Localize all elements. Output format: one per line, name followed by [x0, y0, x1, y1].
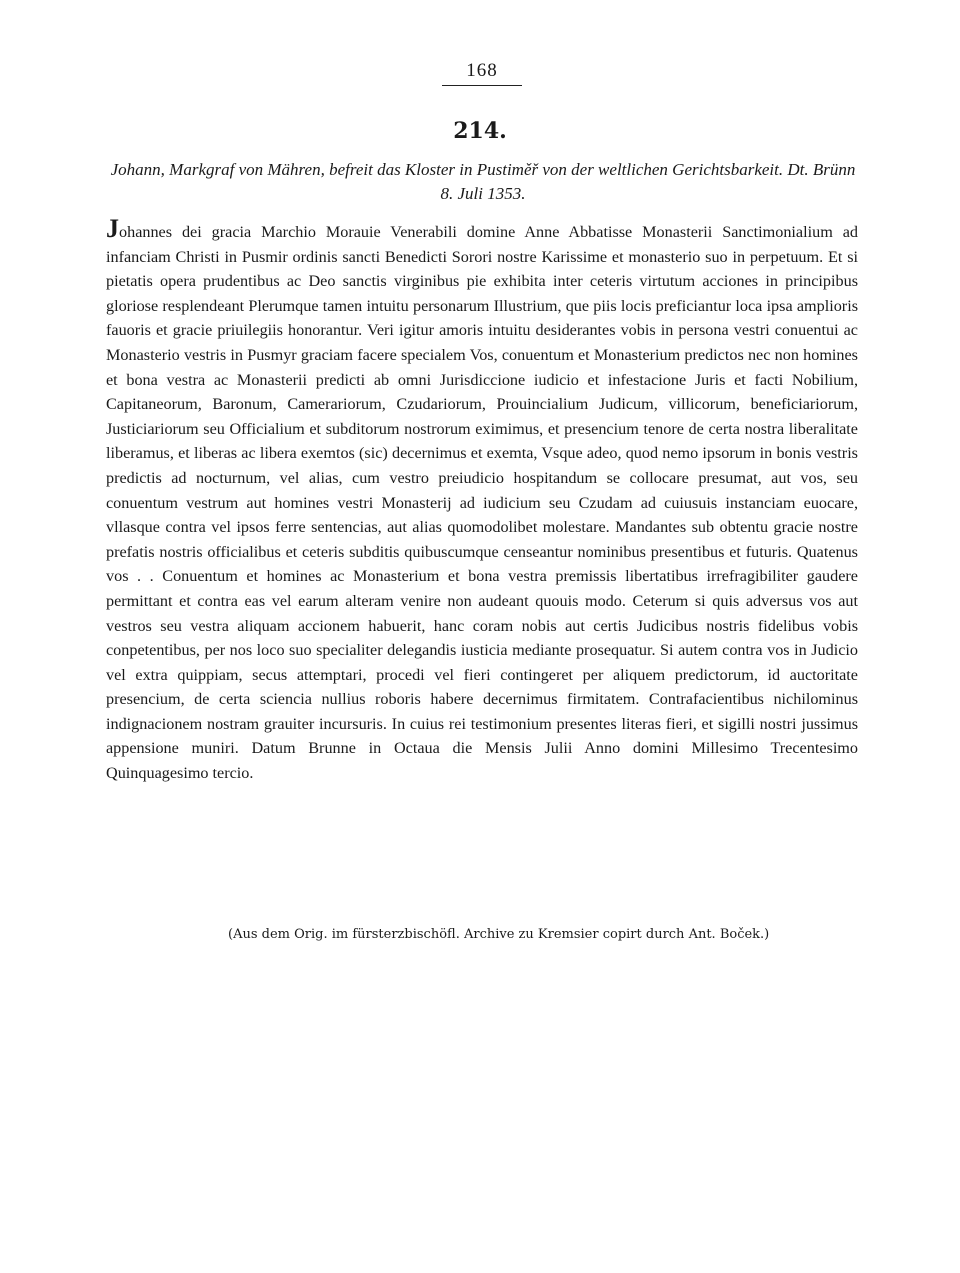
document-heading: Johann, Markgraf von Mähren, befreit das Kloster in Pustiměř von der weltlichen Gerichtsbarkeit. Dt. Brünn 8. Juli 1353. — [110, 160, 856, 203]
source-note: (Aus dem Orig. im fürsterzbischöfl. Archive zu Kremsier copirt durch Ant. Boček.) — [228, 927, 770, 942]
document-number: 214. — [453, 118, 507, 144]
page-number: 168 — [466, 60, 498, 81]
initial-letter: J — [106, 214, 119, 243]
body-text: ohannes dei gracia Marchio Morauie Venerabili domine Anne Abbatisse Monasterii Sanctimonialium ad infanciam Christi in Pusmir ordinis sancti Benedicti Sorori nostre Karissime et monasterio suo in perpetuum. Et si pietatis opera prudentibus ac Deo sanctis virginibus pie exhibita inter ceteris virtutum acciones in principibus gloriose resplendeant Plerumque tamen intuitu personarum Illustrium, que piis locis preficiantur loca ipsa amplioris fauoris et gracie priuilegiis honorantur. Veri igitur amoris intuitu desiderantes vobis in persona vestri conuentui ac Monasterio vestris in Pusmyr graciam facere specialem Vos, conuentum et Monasterium predictos nec non homines et bona vestra ac Monasterii predicti ab omni Jurisdiccione iudicio et infestacione Juris et facti Nobilium, Capitaneorum, Baronum, Camerariorum, Czudariorum, Prouincialium Judicum, villicorum, beneficiariorum, Justiciariorum seu Officialium et subditorum nostrorum eximimus, et presencium tenore de certa nostra liberalitate liberamus, et liberas ac libera exemtos (sic) decernimus et exemta, Vsque adeo, quod nemo ipsorum in bonis vestris predictis ad nocturnum, vel alias, cum vestro preiudicio hospitandum se collocare presumat, aut vos, seu conuentum vestrum aut homines vestri Monasterij ad iudicium seu Czudam ad cuiusuis instanciam euocare, vllasque contra vel ipsos ferre sentencias, aut alias quomodolibet molestare. Mandantes sub obtentu gracie nostre prefatis nostris officialibus et ceteris subditis quibuscumque censeantur nominibus presentibus et futuris. Quatenus vos . . Conuentum et homines ac Monasterium et bona vestra premissis libertatibus irrefragibiliter gaudere permittant et contra eas vel earum alteram venire non audeant quouis modo. Ceterum si quis adversus vos aut vestros seu vestra aliquam accionem habuerit, hanc coram nobis aut certis Judicibus nostris fidelibus vobis conpetentibus, per nos loco suo specialiter delegandis iusticia mediante prosequatur. Si autem contra vos in Judicio vel extra quippiam, secus attemptari, procedi vel fieri contingeret per aliquem predictorum, id auctoritate presencium, de certa sciencia nullius roboris habere decernimus firmitatem. Contrafacientibus nichilominus indignacionem nostram grauiter incursuris. In cuius rei testimonium presentes literas fieri, et sigilli nostri jussimus appensione muniri. Datum Brunne in Octaua die Mensis Julii Anno domini Millesimo Trecentesimo Quinquagesimo tercio. — [106, 223, 858, 783]
page-number-rule — [442, 85, 522, 86]
document-body — [106, 214, 858, 786]
